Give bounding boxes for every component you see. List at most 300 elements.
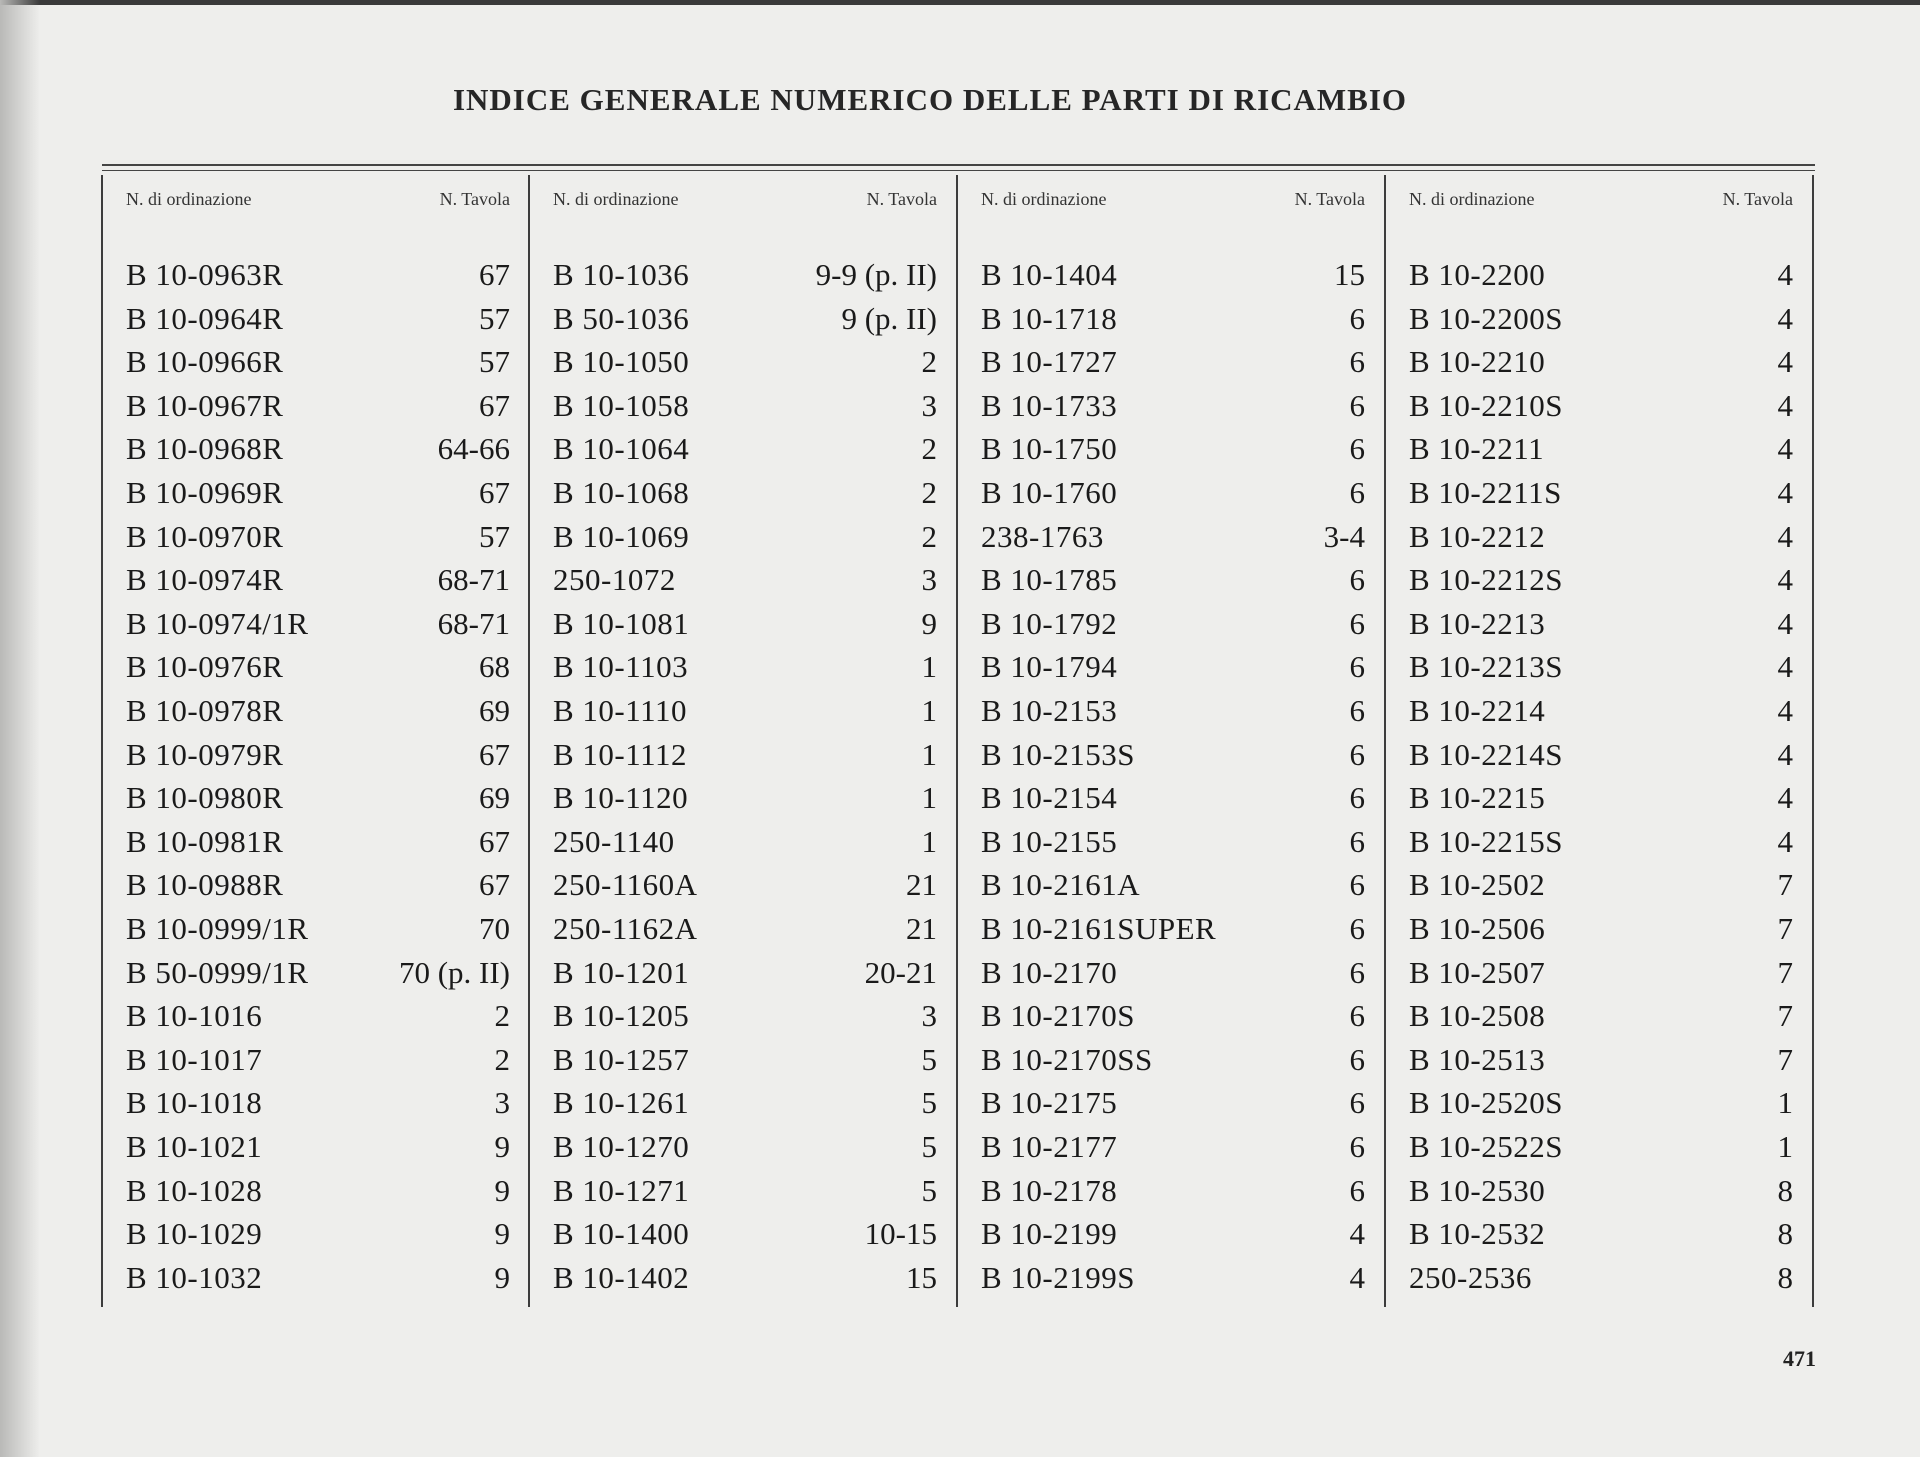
order-number: B 50-1036	[553, 300, 690, 336]
order-number: B 10-2522S	[1409, 1129, 1563, 1164]
header-table-number: N. Tavola	[866, 189, 937, 209]
table-number: 9	[921, 605, 937, 641]
order-number: B 10-1257	[553, 1041, 690, 1077]
table-number: 70 (p. II)	[398, 954, 510, 990]
table-row	[102, 431, 530, 474]
column-header	[1385, 189, 1813, 213]
table-number: 9 (p. II)	[841, 300, 937, 336]
table-number: 4	[1777, 823, 1793, 859]
order-number: B 10-2508	[1409, 998, 1546, 1034]
table-row	[957, 1173, 1385, 1216]
index-column-3	[957, 175, 1385, 1307]
table-row	[1385, 693, 1813, 736]
page-title: INDICE GENERALE NUMERICO DELLE PARTI DI RICAMBIO	[452, 82, 1408, 117]
table-row	[102, 257, 530, 300]
table-number: 8	[1777, 1172, 1793, 1208]
table-number: 68-71	[437, 605, 510, 641]
order-number: B 10-1271	[553, 1172, 690, 1208]
column-divider	[528, 175, 530, 1307]
table-number: 7	[1777, 998, 1793, 1034]
table-row	[1385, 955, 1813, 998]
header-rule-top	[102, 164, 1815, 166]
table-row	[1385, 780, 1813, 823]
order-number: B 10-1016	[126, 998, 263, 1034]
order-number: B 10-2161A	[981, 867, 1141, 903]
page-binding-shadow	[0, 0, 40, 1457]
order-number: B 10-2155	[981, 823, 1118, 859]
table-number: 15	[1334, 257, 1365, 292]
order-number: B 10-2215S	[1409, 823, 1563, 859]
table-row	[1385, 1042, 1813, 1085]
table-row	[1385, 1216, 1813, 1259]
table-number: 69	[479, 693, 510, 728]
table-number: 9	[494, 1129, 510, 1164]
table-row	[1385, 1085, 1813, 1128]
order-number: B 10-2210S	[1409, 387, 1563, 423]
order-number: B 10-0980R	[126, 780, 284, 816]
table-number: 2	[921, 518, 937, 554]
table-number: 67	[479, 257, 510, 292]
table-row	[1385, 649, 1813, 692]
table-row	[1385, 867, 1813, 910]
table-number: 4	[1777, 780, 1793, 816]
table-row	[102, 1260, 530, 1303]
order-number: B 10-2200S	[1409, 300, 1563, 336]
order-number: B 10-0976R	[126, 649, 284, 685]
table-row	[957, 1042, 1385, 1085]
table-number: 6	[1349, 1041, 1365, 1077]
order-number: B 10-0964R	[126, 300, 284, 336]
table-number: 4	[1777, 475, 1793, 510]
header-table-number: N. Tavola	[439, 189, 510, 209]
order-number: B 10-0999/1R	[126, 911, 309, 946]
table-row	[529, 1260, 957, 1303]
table-number: 8	[1777, 1216, 1793, 1252]
table-row	[1385, 562, 1813, 605]
table-number: 1	[1777, 1085, 1793, 1121]
table-number: 9	[494, 1259, 510, 1295]
table-row	[102, 1173, 530, 1216]
table-number: 3	[921, 387, 937, 423]
table-row	[1385, 475, 1813, 518]
table-number: 6	[1349, 736, 1365, 772]
order-number: B 10-0966R	[126, 344, 284, 380]
table-number: 15	[906, 1259, 937, 1295]
table-number: 4	[1349, 1216, 1365, 1252]
table-row	[102, 824, 530, 867]
table-row	[957, 1085, 1385, 1128]
table-number: 1	[921, 693, 937, 728]
table-number: 4	[1777, 300, 1793, 336]
index-column-1	[102, 175, 530, 1307]
table-number: 6	[1349, 867, 1365, 903]
order-number: B 10-0974/1R	[126, 605, 309, 641]
table-row	[102, 780, 530, 823]
table-number: 70	[479, 911, 510, 946]
table-row	[102, 475, 530, 518]
order-number: B 10-1050	[553, 344, 690, 380]
order-number: B 10-2211	[1409, 431, 1545, 467]
table-number: 5	[921, 1085, 937, 1121]
order-number: B 10-1402	[553, 1259, 690, 1295]
table-row	[1385, 344, 1813, 387]
order-number: B 10-0968R	[126, 431, 284, 467]
order-number: B 10-1081	[553, 605, 690, 641]
table-number: 3-4	[1323, 518, 1365, 554]
table-row	[102, 737, 530, 780]
table-number: 67	[479, 736, 510, 772]
table-row	[1385, 824, 1813, 867]
table-number: 21	[906, 867, 937, 903]
table-number: 6	[1349, 780, 1365, 816]
table-number: 8	[1777, 1259, 1793, 1295]
order-number: B 10-1021	[126, 1129, 263, 1164]
table-row	[1385, 998, 1813, 1041]
table-number: 1	[921, 649, 937, 685]
order-number: B 10-2213	[1409, 605, 1546, 641]
table-row	[529, 911, 957, 954]
order-number: B 10-1733	[981, 387, 1118, 423]
order-number: B 10-0963R	[126, 257, 284, 292]
table-row	[529, 955, 957, 998]
table-number: 67	[479, 475, 510, 510]
table-number: 9	[494, 1172, 510, 1208]
order-number: B 10-2199S	[981, 1259, 1135, 1295]
table-row	[529, 1085, 957, 1128]
table-number: 6	[1349, 954, 1365, 990]
order-number: B 10-2175	[981, 1085, 1118, 1121]
order-number: B 50-0999/1R	[126, 954, 309, 990]
table-number: 57	[479, 344, 510, 380]
order-number: B 10-0970R	[126, 518, 284, 554]
table-row	[957, 475, 1385, 518]
order-number: B 10-0979R	[126, 736, 284, 772]
table-row	[1385, 257, 1813, 300]
table-row	[529, 475, 957, 518]
table-row	[957, 867, 1385, 910]
table-row	[102, 649, 530, 692]
table-number: 7	[1777, 867, 1793, 903]
order-number: B 10-2153	[981, 693, 1118, 728]
table-row	[529, 388, 957, 431]
table-number: 5	[921, 1129, 937, 1164]
order-number: 250-1140	[553, 823, 675, 859]
table-number: 57	[479, 300, 510, 336]
table-row	[1385, 1129, 1813, 1172]
table-row	[102, 1216, 530, 1259]
column-header	[529, 189, 957, 213]
table-number: 57	[479, 518, 510, 554]
order-number: B 10-2513	[1409, 1041, 1546, 1077]
table-number: 6	[1349, 475, 1365, 510]
order-number: B 10-2212S	[1409, 562, 1563, 598]
order-number: B 10-2506	[1409, 911, 1546, 946]
header-order-number: N. di ordinazione	[126, 189, 252, 209]
order-number: B 10-1036	[553, 257, 690, 292]
order-number: B 10-0978R	[126, 693, 284, 728]
order-number: B 10-0981R	[126, 823, 284, 859]
order-number: B 10-2212	[1409, 518, 1546, 554]
order-number: B 10-1064	[553, 431, 690, 467]
order-number: B 10-1261	[553, 1085, 690, 1121]
order-number: B 10-1029	[126, 1216, 263, 1252]
table-row	[957, 388, 1385, 431]
header-rule-bottom	[102, 170, 1815, 171]
table-row	[102, 867, 530, 910]
table-row	[1385, 388, 1813, 431]
order-number: B 10-2520S	[1409, 1085, 1563, 1121]
index-column-4	[1385, 175, 1813, 1307]
order-number: B 10-2213S	[1409, 649, 1563, 685]
table-row	[957, 1216, 1385, 1259]
table-number: 3	[921, 562, 937, 598]
order-number: B 10-2170	[981, 954, 1118, 990]
order-number: B 10-2154	[981, 780, 1118, 816]
order-number: B 10-1760	[981, 475, 1118, 510]
table-row	[102, 693, 530, 736]
table-row	[102, 301, 530, 344]
table-number: 2	[494, 998, 510, 1034]
page-top-edge	[0, 0, 1920, 5]
order-number: B 10-1750	[981, 431, 1118, 467]
table-number: 69	[479, 780, 510, 816]
table-number: 6	[1349, 300, 1365, 336]
table-row	[102, 606, 530, 649]
order-number: B 10-1785	[981, 562, 1118, 598]
table-row	[529, 519, 957, 562]
order-number: B 10-1727	[981, 344, 1118, 380]
table-number: 20-21	[864, 954, 937, 990]
column-header	[102, 189, 530, 213]
table-number: 4	[1777, 649, 1793, 685]
table-row	[529, 1129, 957, 1172]
order-number: 250-1162A	[553, 911, 698, 946]
order-number: B 10-2177	[981, 1129, 1118, 1164]
order-number: B 10-1068	[553, 475, 690, 510]
order-number: B 10-0974R	[126, 562, 284, 598]
table-row	[957, 1129, 1385, 1172]
table-number: 4	[1777, 257, 1793, 292]
table-number: 6	[1349, 998, 1365, 1034]
table-number: 21	[906, 911, 937, 946]
page-number: 471	[1783, 1346, 1816, 1371]
header-order-number: N. di ordinazione	[553, 189, 679, 209]
order-number: B 10-2200	[1409, 257, 1546, 292]
order-number: 250-1160A	[553, 867, 698, 903]
order-number: B 10-2210	[1409, 344, 1546, 380]
header-table-number: N. Tavola	[1722, 189, 1793, 209]
order-number: B 10-2211S	[1409, 475, 1562, 510]
table-number: 6	[1349, 387, 1365, 423]
table-row	[529, 344, 957, 387]
table-number: 5	[921, 1041, 937, 1077]
order-number: B 10-2507	[1409, 954, 1546, 990]
table-row	[957, 911, 1385, 954]
column-divider	[956, 175, 958, 1307]
table-row	[957, 257, 1385, 300]
order-number: B 10-2214S	[1409, 736, 1563, 772]
order-number: B 10-2532	[1409, 1216, 1546, 1252]
table-row	[957, 649, 1385, 692]
table-row	[957, 693, 1385, 736]
order-number: B 10-1112	[553, 736, 687, 772]
order-number: B 10-2502	[1409, 867, 1546, 903]
table-number: 4	[1777, 605, 1793, 641]
table-number: 6	[1349, 911, 1365, 946]
table-number: 2	[921, 344, 937, 380]
table-row	[102, 911, 530, 954]
table-number: 4	[1777, 562, 1793, 598]
table-number: 67	[479, 867, 510, 903]
table-row	[957, 562, 1385, 605]
order-number: B 10-2199	[981, 1216, 1118, 1252]
order-number: B 10-2215	[1409, 780, 1546, 816]
table-row	[102, 519, 530, 562]
table-row	[1385, 911, 1813, 954]
table-number: 9	[494, 1216, 510, 1252]
table-row	[957, 998, 1385, 1041]
table-number: 67	[479, 823, 510, 859]
table-row	[529, 824, 957, 867]
table-number: 6	[1349, 344, 1365, 380]
table-number: 3	[921, 998, 937, 1034]
table-row	[957, 955, 1385, 998]
table-number: 4	[1349, 1259, 1365, 1295]
table-row	[1385, 431, 1813, 474]
table-number: 68-71	[437, 562, 510, 598]
column-header	[957, 189, 1385, 213]
table-number: 6	[1349, 1172, 1365, 1208]
table-number: 1	[921, 780, 937, 816]
table-number: 4	[1777, 693, 1793, 728]
table-number: 6	[1349, 431, 1365, 467]
order-number: B 10-2178	[981, 1172, 1118, 1208]
order-number: 250-2536	[1409, 1259, 1532, 1295]
order-number: B 10-1120	[553, 780, 689, 816]
table-number: 6	[1349, 823, 1365, 859]
order-number: B 10-2214	[1409, 693, 1546, 728]
table-number: 6	[1349, 693, 1365, 728]
table-row	[102, 1042, 530, 1085]
table-row	[102, 955, 530, 998]
table-number: 2	[921, 475, 937, 510]
table-number: 6	[1349, 605, 1365, 641]
order-number: B 10-1270	[553, 1129, 690, 1164]
table-row	[957, 344, 1385, 387]
table-number: 6	[1349, 1085, 1365, 1121]
order-number: B 10-1058	[553, 387, 690, 423]
index-column-2	[529, 175, 957, 1307]
table-number: 6	[1349, 562, 1365, 598]
table-row	[529, 301, 957, 344]
table-row	[957, 824, 1385, 867]
table-row	[957, 606, 1385, 649]
table-number: 4	[1777, 736, 1793, 772]
table-number: 7	[1777, 954, 1793, 990]
order-number: B 10-0969R	[126, 475, 284, 510]
table-row	[957, 1260, 1385, 1303]
table-number: 6	[1349, 1129, 1365, 1164]
header-order-number: N. di ordinazione	[981, 189, 1107, 209]
table-row	[529, 780, 957, 823]
order-number: B 10-1032	[126, 1259, 263, 1295]
table-number: 4	[1777, 344, 1793, 380]
table-row	[529, 649, 957, 692]
table-number: 67	[479, 387, 510, 423]
parts-index-table	[102, 175, 1815, 1307]
order-number: B 10-1794	[981, 649, 1118, 685]
table-row	[529, 1173, 957, 1216]
table-number: 4	[1777, 387, 1793, 423]
table-row	[102, 562, 530, 605]
table-row	[1385, 519, 1813, 562]
table-row	[102, 344, 530, 387]
table-row	[529, 1042, 957, 1085]
table-number: 1	[921, 736, 937, 772]
table-row	[957, 301, 1385, 344]
order-number: B 10-1404	[981, 257, 1118, 292]
table-number: 2	[921, 431, 937, 467]
table-number: 2	[494, 1041, 510, 1077]
table-row	[529, 1216, 957, 1259]
column-divider	[1812, 175, 1814, 1307]
order-number: B 10-1792	[981, 605, 1118, 641]
order-number: B 10-2530	[1409, 1172, 1546, 1208]
table-row	[957, 780, 1385, 823]
order-number: B 10-1017	[126, 1041, 263, 1077]
order-number: B 10-2170SS	[981, 1041, 1153, 1077]
table-number: 10-15	[864, 1216, 937, 1252]
column-divider	[101, 175, 103, 1307]
order-number: B 10-2153S	[981, 736, 1135, 772]
table-row	[957, 519, 1385, 562]
order-number: B 10-1400	[553, 1216, 690, 1252]
table-row	[529, 562, 957, 605]
table-number: 4	[1777, 431, 1793, 467]
order-number: B 10-1201	[553, 954, 690, 990]
table-row	[529, 257, 957, 300]
header-order-number: N. di ordinazione	[1409, 189, 1535, 209]
table-row	[1385, 1173, 1813, 1216]
table-row	[529, 998, 957, 1041]
table-row	[102, 998, 530, 1041]
table-number: 6	[1349, 649, 1365, 685]
table-row	[529, 737, 957, 780]
table-row	[1385, 606, 1813, 649]
order-number: 250-1072	[553, 562, 676, 598]
table-row	[1385, 1260, 1813, 1303]
table-row	[1385, 301, 1813, 344]
order-number: B 10-1103	[553, 649, 689, 685]
table-row	[529, 867, 957, 910]
order-number: B 10-1069	[553, 518, 690, 554]
order-number: B 10-1718	[981, 300, 1118, 336]
column-divider	[1384, 175, 1386, 1307]
table-row	[957, 737, 1385, 780]
table-number: 9-9 (p. II)	[815, 257, 937, 292]
order-number: B 10-1205	[553, 998, 690, 1034]
table-row	[529, 606, 957, 649]
table-number: 3	[494, 1085, 510, 1121]
table-number: 4	[1777, 518, 1793, 554]
table-row	[1385, 737, 1813, 780]
order-number: B 10-1028	[126, 1172, 263, 1208]
table-row	[529, 693, 957, 736]
table-number: 7	[1777, 1041, 1793, 1077]
table-row	[529, 431, 957, 474]
order-number: B 10-0988R	[126, 867, 284, 903]
table-row	[102, 1129, 530, 1172]
